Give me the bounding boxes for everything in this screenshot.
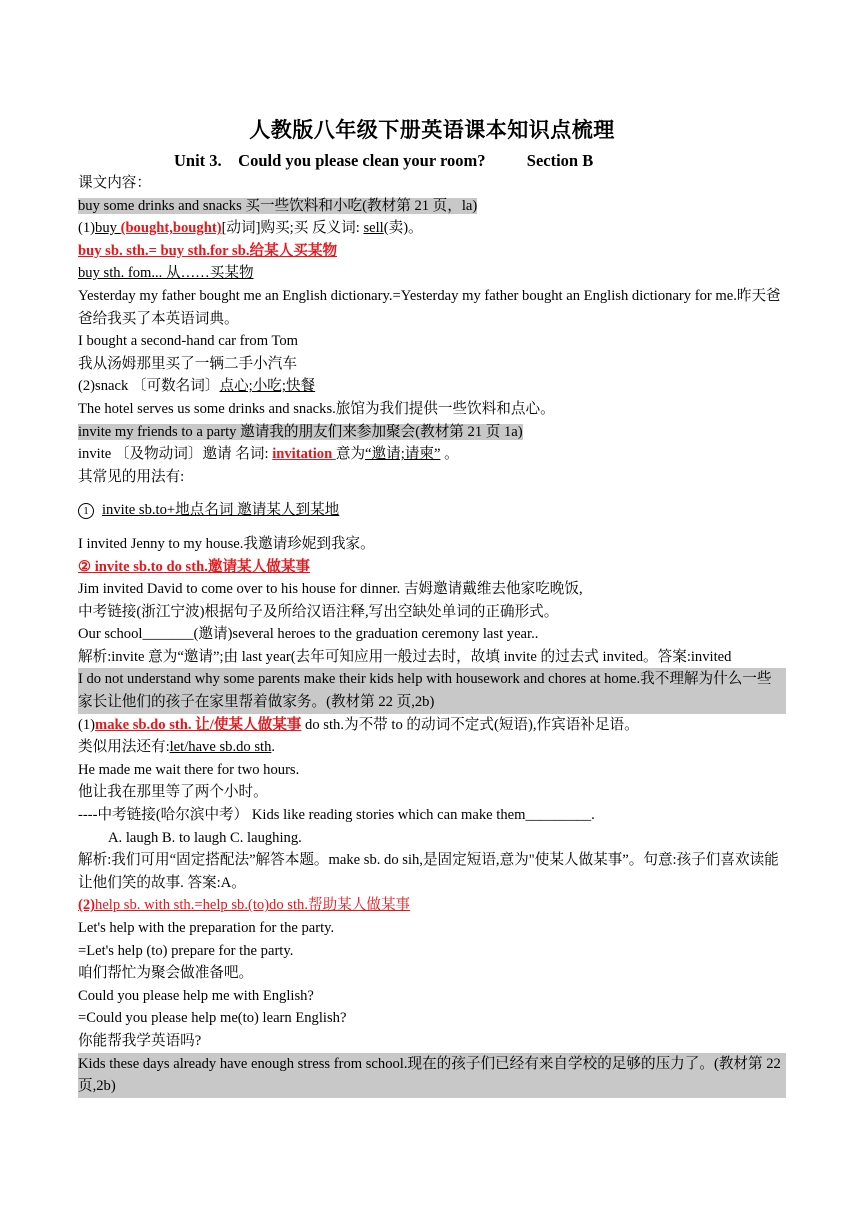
example-sentence: =Could you please help me(to) learn English?	[78, 1010, 347, 1027]
make-definition-line: (1)make sb.do sth. 让/使某人做某事 do sth.为不带 to 的动词不定式(短语),作宾语补足语。	[78, 716, 639, 733]
example-sentence: Jim invited David to come over to his house for dinner. 吉姆邀请戴维去他家吃晚饭,	[78, 581, 583, 598]
example-translation: 他让我在那里等了两个小时。	[78, 784, 268, 801]
phrase-highlight-make: I do not understand why some parents make their kids help with housework and chores at home.我不理解为什么一些家长让他们的孩子在家里帮着做家务。(教材第 22 页,2b)	[78, 668, 786, 713]
example-sentence: The hotel serves us some drinks and snacks.旅馆为我们提供一些饮料和点心。	[78, 400, 555, 417]
example-sentence: I bought a second-hand car from Tom	[78, 333, 298, 350]
phrase-highlight-stress: Kids these days already have enough stress from school.现在的孩子们已经有来自学校的足够的压力了。(教材第 22 页,2b)	[78, 1053, 786, 1098]
similar-usage: 类似用法还有:let/have sb.do sth.	[78, 739, 276, 756]
example-sentence: Could you please help me with English?	[78, 987, 314, 1004]
document-title: 人教版八年级下册英语课本知识点梳理	[249, 118, 615, 142]
number-circle: 1	[78, 503, 94, 519]
buy-past-forms: (bought,bought)	[120, 220, 222, 237]
usage-item-2: ② invite sb.to do sth.邀请某人做某事	[78, 558, 311, 575]
example-sentence: =Let's help (to) prepare for the party.	[78, 942, 294, 959]
answer-options: A. laugh B. to laugh C. laughing.	[108, 829, 302, 846]
invite-definition-line: invite 〔及物动词〕邀请 名词: invitation 意为“邀请;请柬” 。	[78, 446, 459, 463]
example-sentence: I invited Jenny to my house.我邀请珍妮到我家。	[78, 535, 375, 552]
buy-definition-line: (1)buy (bought,bought)[动词]购买;买 反义词: sell(卖)。	[78, 220, 423, 237]
unit-heading: Unit 3. Could you please clean your room? Section B	[174, 151, 594, 170]
example-sentence: Yesterday my father bought me an English dictionary.=Yesterday my father bought an English dictionary for me.昨天爸爸给我买了本英语词典。	[78, 287, 781, 327]
exam-question: ----中考链接(哈尔滨中考） Kids like reading stories which can make them_________.	[78, 807, 595, 824]
antonym-sell: sell	[363, 220, 384, 237]
exam-question: Our school_______(邀请)several heroes to the graduation ceremony last year..	[78, 626, 539, 643]
key-phrase-buy-for: buy sb. sth.= buy sth.for sb.给某人买某物	[78, 242, 338, 259]
example-translation: 我从汤姆那里买了一辆二手小汽车	[78, 355, 297, 372]
exam-answer: 解析:invite 意为“邀请”;由 last year(去年可知应用一般过去时，故填 invite 的过去式 invited。答案:invited	[78, 648, 732, 665]
example-sentence: He made me wait there for two hours.	[78, 761, 300, 778]
example-translation: 咱们帮忙为聚会做准备吧。	[78, 965, 254, 982]
exam-link: 中考链接(浙江宁波)根据句子及所给汉语注释,写出空缺处单词的正确形式。	[78, 603, 559, 620]
phrase-highlight-buy: buy some drinks and snacks 买一些饮料和小吃(教材第 21 页，la)	[78, 197, 478, 214]
document-body	[78, 172, 786, 1098]
phrase-buy-from: buy sth. fom... 从……买某物	[78, 265, 254, 282]
example-translation: 你能帮我学英语吗?	[78, 1032, 202, 1049]
section-label: 课文内容：	[78, 175, 151, 191]
example-sentence: Let's help with the preparation for the party.	[78, 920, 335, 936]
phrase-highlight-invite: invite my friends to a party 邀请我的朋友们来参加聚会(教材第 21 页 1a)	[78, 423, 523, 440]
snack-definition-line: (2)snack 〔可数名词〕点心;小吃;快餐	[78, 378, 316, 395]
exam-answer: 解析:我们可用“固定搭配法”解答本题。make sb. do sih,是固定短语,意为"使某人做某事”。句意:孩子们喜欢读能让他们笑的故事. 答案:A。	[78, 852, 779, 891]
noun-invitation: invitation	[272, 446, 336, 463]
help-definition-line: (2)help sb. with sth.=help sb.(to)do sth.帮助某人做某事	[78, 897, 411, 914]
usage-item-1: 1 invite sb.to+地点名词 邀请某人到某地	[78, 499, 786, 522]
usage-intro: 其常见的用法有:	[78, 468, 185, 485]
